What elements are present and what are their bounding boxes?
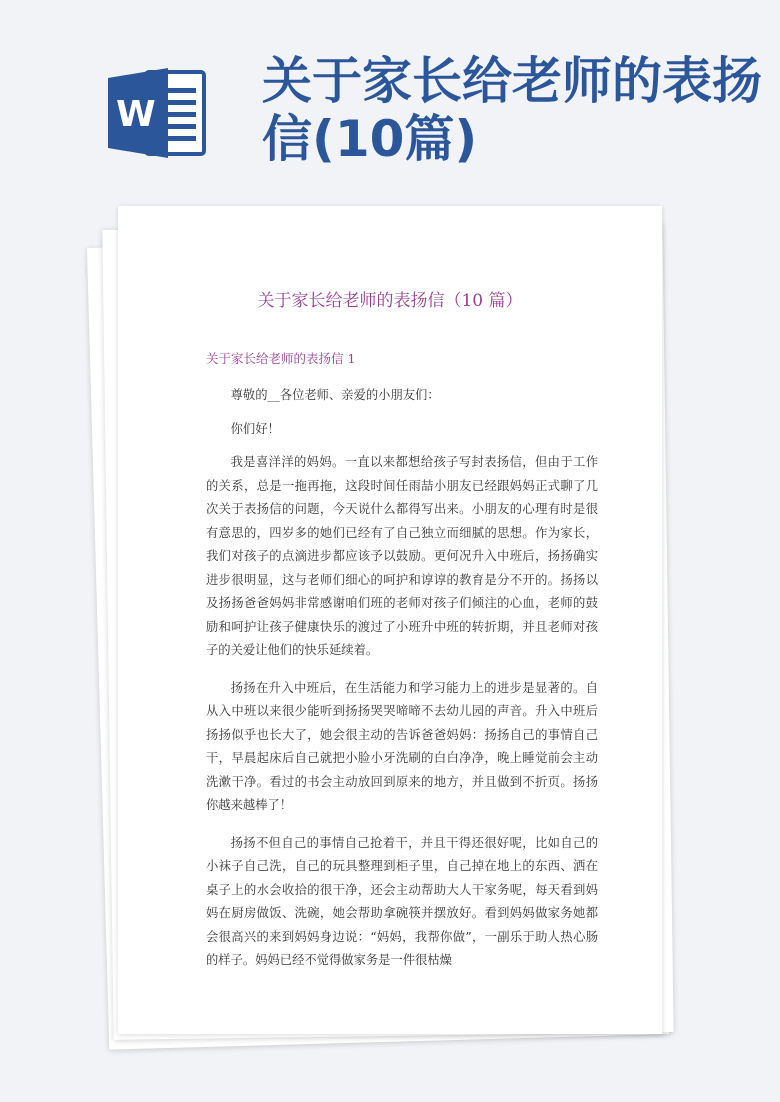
- body-paragraph: 扬扬不但自己的事情自己抢着干，并且干得还很好呢，比如自己的小袜子自己洗，自己的玩具整理到柜子里，自己掉在地上的东西、洒在桌子上的水会收拾的很干净，还会主动帮助大人干家务呢，每天看到妈妈在厨房做饭、洗碗，她会帮助拿碗筷并摆放好。看到妈妈做家务她都会很高兴的来到妈妈身边说：“妈妈，我帮你做”，一副乐于助人热心肠的样子。妈妈已经不觉得做家务是一件很枯燥: [206, 835, 598, 967]
- banner-title: 关于家长给老师的表扬信(10篇): [262, 52, 762, 168]
- section-heading: 关于家长给老师的表扬信 1: [206, 351, 356, 366]
- svg-text:W: W: [116, 94, 156, 135]
- word-document-icon: [108, 68, 206, 158]
- greeting: 你们好！: [230, 421, 280, 436]
- salutation: 尊敬的__各位老师、亲爱的小朋友们：: [230, 388, 440, 402]
- document-title: 关于家长给老师的表扬信（10 篇）: [257, 291, 523, 311]
- body-paragraph: 扬扬在升入中班后，在生活能力和学习能力上的进步是显著的。自从入中班以来很少能听到扬扬哭哭啼啼不去幼儿园的声音。升入中班后扬扬似乎也长大了，她会很主动的告诉爸爸妈妈：扬扬自己的事情自己干，早晨起床后自己就把小脸小牙洗刷的白白净净，晚上睡觉前会主动洗漱干净。看过的书会主动放回到原来的地方，并且做到不折页。扬扬你越来越棒了！: [206, 680, 598, 812]
- document-body: [206, 384, 598, 987]
- body-paragraph: 我是喜洋洋的妈妈。一直以来都想给孩子写封表扬信，但由于工作的关系，总是一拖再拖，这段时间任雨喆小朋友已经跟妈妈正式聊了几次关于表扬信的问题，今天说什么都得写出来。小朋友的心理有时是很有意思的，四岁多的她们已经有了自己独立而细腻的思想。作为家长，我们对孩子的点滴进步都应该予以鼓励。更何况升入中班后，扬扬确实进步很明显，这与老师们细心的呵护和谆谆的教育是分不开的。扬扬以及扬扬爸爸妈妈非常感谢咱们班的老师对孩子们倾注的心血，老师的鼓励和呵护让孩子健康快乐的渡过了小班升中班的转折期，并且老师对孩子的关爱让他们的快乐延续着。: [206, 455, 598, 657]
- document-page: [118, 206, 662, 1034]
